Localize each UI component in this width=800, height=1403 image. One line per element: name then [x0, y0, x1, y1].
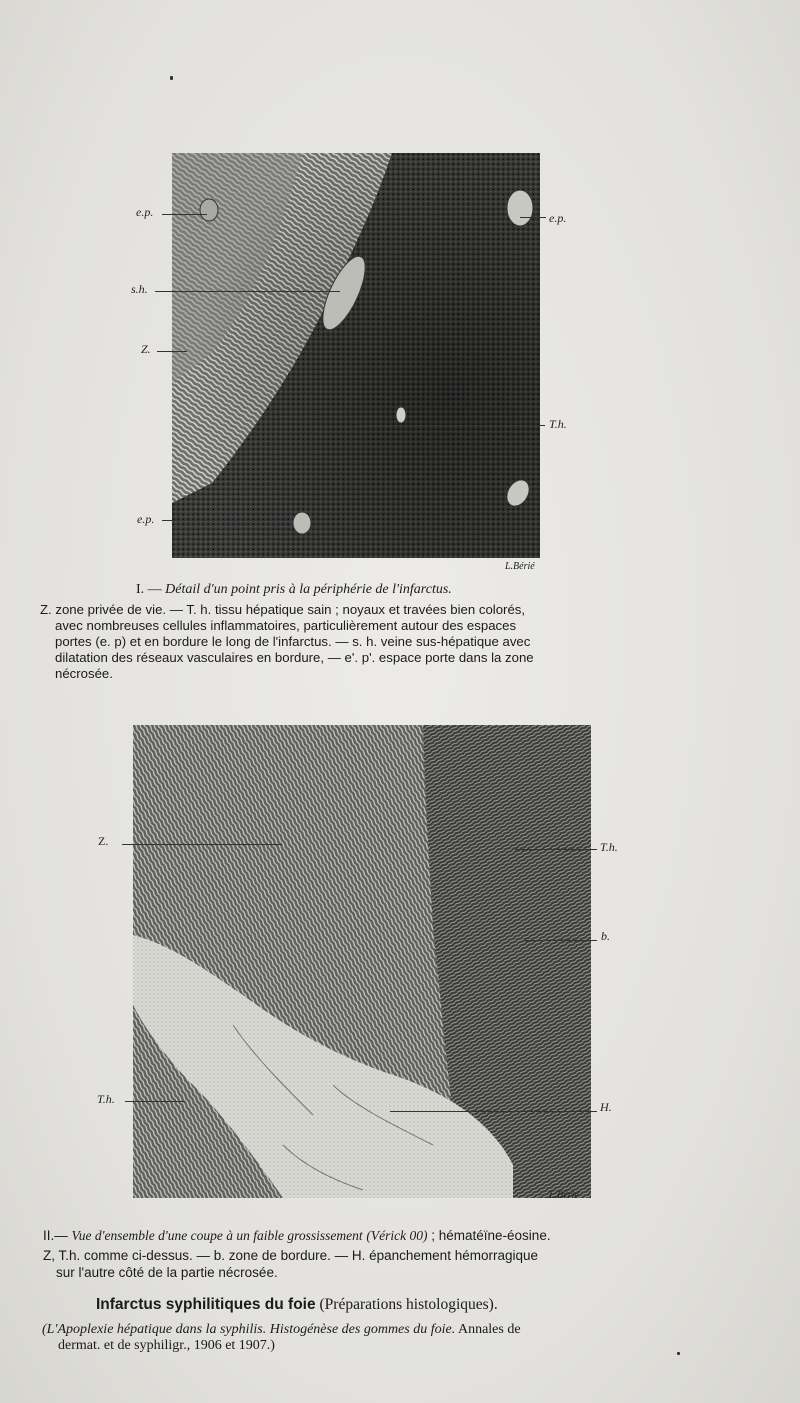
reference-line-2: dermat. et de syphiligr., 1906 et 1907.)	[58, 1338, 275, 1353]
fig1-label-z: Z.	[141, 342, 151, 356]
fig1-leader-z	[157, 351, 187, 352]
fig2-leader-th-left	[125, 1101, 185, 1102]
fig1-caption-line-5: nécrosée.	[55, 666, 113, 681]
fig2-label-b: b.	[601, 929, 610, 943]
fig1-caption-line-2: avec nombreuses cellules inflammatoires, particulièrement autour des espaces	[55, 618, 517, 633]
fig1-caption-title	[136, 582, 696, 598]
fig2-caption-title	[43, 1228, 783, 1244]
fig1-label-ep-left: e.p.	[136, 205, 154, 219]
fig1-caption-line-4: dilatation des réseaux vasculaires en bordure, — e'. p'. espace porte dans la zone	[55, 650, 534, 665]
fig1-leader-th	[355, 425, 545, 426]
fig1-caption-title-text: Détail d'un point pris à la périphérie de l'infarctus.	[165, 582, 452, 597]
fig2-label-z: Z.	[98, 834, 109, 848]
fig1-leader-ep-right	[520, 217, 546, 218]
ink-speck	[170, 76, 173, 80]
fig1-leader-ep-left	[162, 214, 207, 215]
fig2-leader-z	[122, 844, 282, 845]
fig2-signature: L.Bérié	[549, 1190, 579, 1201]
fig2-caption-tail: ; hématéïne-éosine.	[431, 1228, 551, 1243]
fig1-caption-line-3: portes (e. p) et en bordure le long de l'infarctus. — s. h. veine sus-hépatique avec	[55, 634, 531, 649]
plate-title-bold: Infarctus syphilitiques du foie	[96, 1296, 316, 1313]
reference-line-1	[42, 1322, 782, 1337]
fig2-leader-h	[390, 1111, 597, 1112]
fig2-leader-b	[525, 940, 597, 941]
fig2-label-th-right: T.h.	[600, 840, 618, 854]
fig2-caption-paren: (Vérick 00)	[366, 1228, 428, 1243]
figure-1-micrograph	[172, 153, 540, 558]
fig1-leader-sh	[155, 291, 340, 292]
figure-2-micrograph	[133, 725, 591, 1198]
fig2-label-th-left: T.h.	[97, 1092, 115, 1106]
figure-1-plate	[172, 153, 540, 558]
fig1-leader-ep-bottom	[162, 520, 292, 521]
fig1-caption-line-1: Z. zone privée de vie. — T. h. tissu hépatique sain ; noyaux et travées bien colorés,	[40, 602, 526, 617]
fig1-label-sh: s.h.	[131, 282, 148, 296]
reference-tail: Annales de	[457, 1322, 521, 1337]
fig2-caption-number: II.—	[43, 1228, 68, 1243]
fig2-caption-title-text: Vue d'ensemble d'une coupe à un faible grossissement	[71, 1228, 363, 1243]
fig2-label-h: H.	[600, 1100, 612, 1114]
plate-title-paren: (Préparations histologiques).	[319, 1296, 498, 1313]
fig2-leader-th-right	[515, 849, 597, 850]
reference-italic: (L'Apoplexie hépatique dans la syphilis. Histogénèse des gommes du foie.	[42, 1322, 456, 1337]
ink-speck-bottom	[677, 1352, 680, 1355]
fig1-label-ep-right: e.p.	[549, 211, 567, 225]
fig2-caption-line-2: sur l'autre côté de la partie nécrosée.	[56, 1265, 278, 1280]
figure-2-plate	[133, 725, 591, 1198]
fig1-label-ep-bottom: e.p.	[137, 512, 155, 526]
fig1-label-th: T.h.	[549, 417, 567, 431]
fig1-signature: L.Bérié	[505, 561, 535, 572]
fig1-caption-number: I. —	[136, 582, 162, 597]
plate-title	[96, 1296, 736, 1314]
fig2-caption-line-1: Z, T.h. comme ci-dessus. — b. zone de bordure. — H. épanchement hémorragique	[43, 1248, 538, 1263]
